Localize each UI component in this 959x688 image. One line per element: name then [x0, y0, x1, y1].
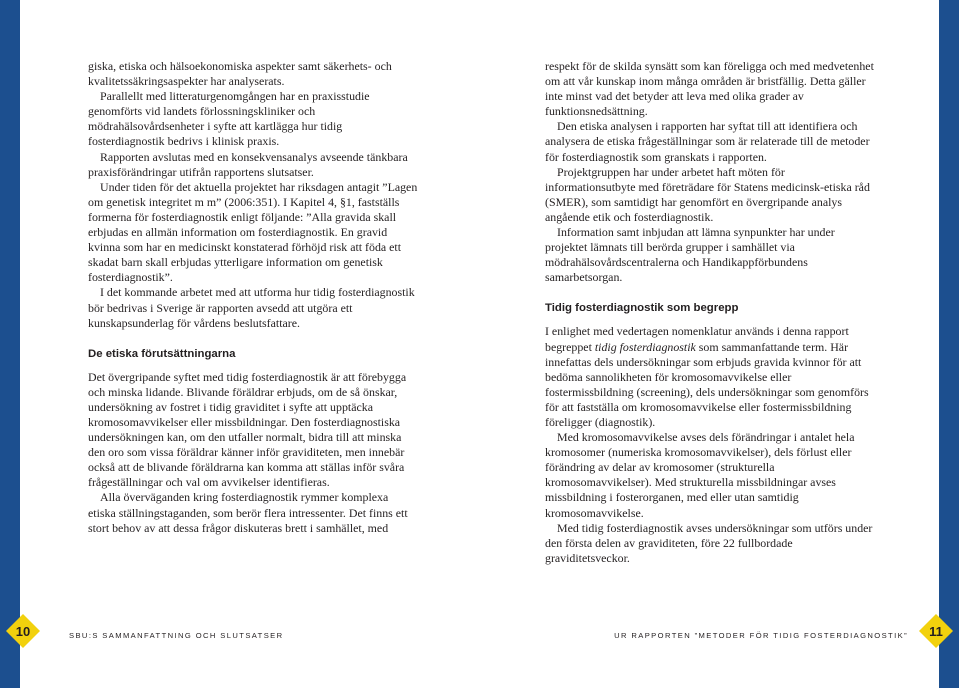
page-number: 11	[929, 623, 943, 639]
paragraph: Parallellt med litteraturgenomgången har en praxisstudie genomförts vid landets förlossningskliniker och mödrahälsovårdsenheter i syfte att kartlägga hur tidig fosterdiagnostik bedrivs i klinisk praxis.	[88, 89, 370, 149]
paragraph: I det kommande arbetet med att utforma hur tidig fosterdiagnostik bör bedrivas i Sverige är rapporten avsedd att utgöra ett kunskapsunderlag för vårdens beslutsfattare.	[88, 285, 415, 330]
footer-left: SBU:S SAMMANFATTNING OCH SLUTSATSER	[69, 631, 284, 640]
footer-right: UR RAPPORTEN ”METODER FÖR TIDIG FOSTERDIAGNOSTIK”	[614, 631, 908, 640]
paragraph: Alla överväganden kring fosterdiagnostik rymmer komplexa etiska ställningstaganden, som berör flera intressenter. Det finns ett stort behov av att dessa frågor diskuteras brett i samhället, med	[88, 490, 408, 535]
right-edge-bar	[939, 0, 959, 688]
paragraph: Rapporten avslutas med en konsekvensanalys avseende tänkbara praxisförändringar utifrån rapportens slutsatser.	[88, 149, 408, 179]
page-number: 10	[15, 623, 31, 639]
left-edge-bar	[0, 0, 20, 688]
page-number-badge-left	[6, 614, 40, 648]
emphasized-term: tidig fosterdiagnostik	[594, 339, 696, 354]
text-run: I enlighet med vedertagen nomenklatur används i denna rapport begreppet	[545, 324, 849, 354]
paragraph: Den etiska analysen i rapporten har syftat till att identifiera och analysera de etiska frågeställningar som är relaterade till de metoder för fosterdiagnostik som granskats i rapporten.	[545, 119, 870, 164]
paragraph: respekt för de skilda synsätt som kan föreligga och med medvetenhet om att vår kunskap inom många områden är bristfällig. Detta gäller inte minst vad det betyder att leva med olika grader av funktionsnedsättning.	[545, 59, 874, 119]
paragraph: Under tiden för det aktuella projektet har riksdagen antagit ”Lagen om genetisk integritet m m” (2006:351). I Kapitel 4, §1, fastställs formerna för fosterdiagnostik enligt följande: ”Alla gravida skall erbjudas en allmän information om fosterdiagnostik. En gravid kvinna som har en medicinskt konstaterad förhöjd risk att föda ett skadat barn skall erbjudas ytterligare information om genetisk fosterdiagnostik”.	[88, 179, 418, 285]
section-heading-concept: Tidig fosterdiagnostik som begrepp	[545, 302, 739, 315]
paragraph: Projektgruppen har under arbetet haft möten för informationsutbyte med företrädare för Statens medicinsk-etiska råd (SMER), som samtidigt har genomfört en övergripande analys angående etik och fosterdiagnostik.	[545, 164, 870, 224]
paragraph	[545, 324, 875, 430]
page-number-badge-right	[919, 614, 953, 648]
paragraph: Information samt inbjudan att lämna synpunkter har under projektet lämnats till berörda grupper i samhället via mödrahälsovårdscentralerna och Handikappförbundens samarbetsorgan.	[545, 225, 835, 285]
paragraph: Det övergripande syftet med tidig fosterdiagnostik är att förebygga och minska lidande. Blivande föräldrar erbjuds, om de så önskar, undersökning av fostret i tidig graviditet i syfte att upptäcka kromosomavvikelser eller missbildningar. Den fosterdiagnostiska undersökningen kan, om den utfaller normalt, bidra till att minska den oro som vissa föräldrar känner inför graviditeten, men innebär också att de blivande föräldrarna kan komma att ställas inför svåra frågeställningar och val om avvikelser identifieras.	[88, 369, 407, 490]
text-run: som sammanfattande term. Här innefattas dels undersökningar som erbjuds gravida kvinnor för att bedöma sannolikheten för kromosomavvikelse eller fostermissbildning (screening), dels undersökningar som genomförs för att fastställa om kromosomavvikelse eller fostermissbildning föreligger (diagnostik).	[545, 339, 869, 429]
paragraph: Med kromosomavvikelse avses dels förändringar i antalet hela kromosomer (numeriska kromosomavvikelser), dels förlust eller förändring av delar av kromosomer (strukturella kromosomavvikelser). Med strukturella missbildningar avses missbildning i fosterorganen, med eller utan samtidig kromosomavvikelse.	[545, 430, 855, 520]
left-page-column	[88, 59, 418, 536]
section-heading-ethics: De etiska förutsättningarna	[88, 347, 236, 360]
paragraph: giska, etiska och hälsoekonomiska aspekter samt säkerhets- och kvalitetssäkringsaspekter har analyserats.	[88, 59, 392, 89]
right-page-column	[545, 59, 875, 566]
paragraph: Med tidig fosterdiagnostik avses undersökningar som utförs under den första delen av graviditeten, före 22 fullbordade graviditetsveckor.	[545, 520, 873, 565]
